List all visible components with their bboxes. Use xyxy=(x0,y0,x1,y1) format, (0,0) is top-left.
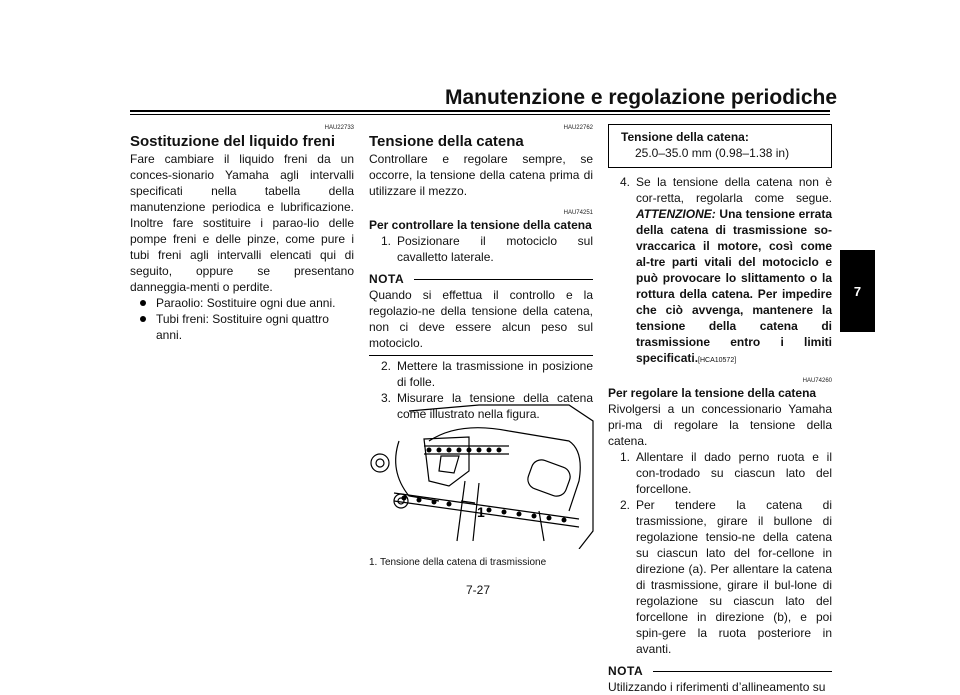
step-item: 1. Allentare il dado perno ruota e il con-trodado su ciascun lato del forcellone. xyxy=(620,450,832,496)
section-title: Sostituzione del liquido freni xyxy=(130,133,335,150)
section-code: HAU22733 xyxy=(324,125,354,131)
attention-code: [HCA10572] xyxy=(698,357,737,364)
figure-callout-number: 1 xyxy=(477,504,485,520)
subsection-title: Per regolare la tensione della catena xyxy=(608,386,817,400)
section-code: HAU22762 xyxy=(563,125,593,131)
bullet-item: Tubi freni: Sostituire ogni quattro anni. xyxy=(130,311,354,343)
subsection-title: Per controllare la tensione della catena xyxy=(369,218,592,232)
attention-text: Una tensione errata della catena di trasmissione so-vraccarica il motore, così come al-tre parti vitali del motociclo e può provocare lo slittamento o la rottura della catena. Per impedire che ciò avvenga, mantenere la tensione della catena di trasmissione entro i limiti specificati. xyxy=(636,207,832,365)
step-item: 2. Mettere la trasmissione in posizione di folle. xyxy=(381,359,593,389)
chain-tension-illustration xyxy=(369,401,595,549)
paragraph: Rivolgersi a un concessionario Yamaha pri-ma di regolare la tensione della catena. xyxy=(608,402,832,448)
section-code: HAU74260 xyxy=(802,378,832,384)
nota-heading: NOTA xyxy=(608,663,832,679)
bullet-icon xyxy=(140,300,146,306)
column-chain-tension xyxy=(369,124,593,422)
step-item: 1. Posizionare il motociclo sul cavalletto laterale. xyxy=(381,234,593,264)
spec-box xyxy=(608,124,832,168)
header-rule-thin xyxy=(130,114,830,115)
nota-end-rule xyxy=(369,355,593,356)
paragraph: Fare cambiare il liquido freni da un conces-sionario Yamaha agli intervalli specificati nella tabella della manutenzione periodica e lubrificazione. Inoltre fare sostituire i parao-lio delle pompe freni e delle pinze, come pure i tubi freni agli intervalli elencati qui di seguito, oppure se presentano danneggia-menti o perdite. xyxy=(130,152,354,294)
section-title: Tensione della catena xyxy=(369,133,524,150)
step-item: 4. Se la tensione della catena non è cor-retta, regolarla come segue. ATTENZIONE: Una tensione errata della catena di trasmissione so-vraccarica il motore, così come al-tre parti vitali del motociclo e può provocare lo slittamento o la rottura della catena. Per impedire che ciò avvenga, mantenere la tensione della catena di trasmissione entro i limiti specificati.[HCA10572] xyxy=(620,175,832,365)
step-item: 2. Per tendere la catena di trasmissione, girare il bullone di regolazione tensio-ne della catena su ciascun lato del for-cellone in direzione (a). Per allentare la catena di trasmissione, girare il bul-lone di regolazione su ciascun lato del forcellone in direzione (b), e poi spin-gere la ruota posteriore in avanti. xyxy=(620,498,832,656)
bullet-item: Paraolio: Sostituire ogni due anni. xyxy=(130,295,354,311)
attention-label: ATTENZIONE: xyxy=(636,207,716,221)
step-item: 3. Misurare la tensione della catena come illustrato nella figura. xyxy=(381,391,593,421)
column-brake-fluid xyxy=(130,124,354,343)
chapter-tab[interactable]: 7 xyxy=(840,250,875,332)
section-code: HAU74251 xyxy=(563,210,593,216)
spec-value: 25.0–35.0 mm (0.98–1.38 in) xyxy=(635,146,790,160)
paragraph: Controllare e regolare sempre, se occorre, la tensione della catena prima di utilizzare il mezzo. xyxy=(369,152,593,198)
figure-caption: 1. Tensione della catena di trasmissione xyxy=(369,557,547,568)
spec-label: Tensione della catena: xyxy=(621,130,749,144)
header-rule xyxy=(130,110,830,112)
nota-text: Utilizzando i riferimenti d’allineamento su xyxy=(608,680,826,694)
column-chain-adjust xyxy=(608,124,832,695)
page-number: 7-27 xyxy=(466,583,491,597)
nota-text: Quando si effettua il controllo e la regolazio-ne della tensione della catena, non ci deve essere alcun peso sul motociclo. xyxy=(369,288,593,350)
page-header-title: Manutenzione e regolazione periodiche xyxy=(445,86,838,109)
bullet-icon xyxy=(140,316,146,322)
nota-heading: NOTA xyxy=(369,271,593,287)
